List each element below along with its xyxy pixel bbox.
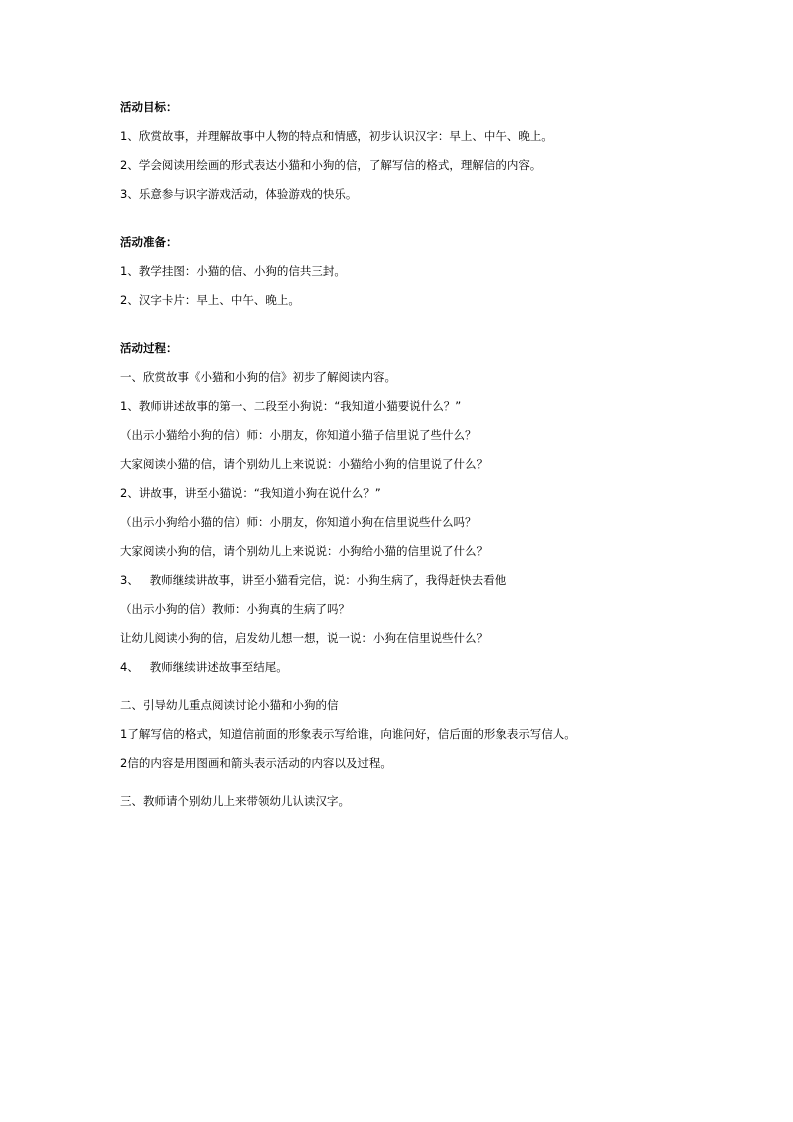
process-step: 二、引导幼儿重点阅读讨论小猫和小狗的信	[120, 698, 339, 712]
process-step: 三、教师请个别幼儿上来带领幼儿认读汉字。	[120, 794, 350, 808]
process-step: 2、讲故事，讲至小猫说：“我知道小狗在说什么？”	[120, 486, 381, 500]
process-step: 让幼儿阅读小狗的信，启发幼儿想一想，说一说：小狗在信里说些什么？	[120, 631, 488, 645]
process-step: 1、教师讲述故事的第一、二段至小狗说：“我知道小猫要说什么？”	[120, 399, 462, 413]
goal-item: 3、乐意参与识字游戏活动，体验游戏的快乐。	[120, 187, 358, 201]
process-step: （出示小猫给小狗的信）师：小朋友，你知道小猫子信里说了些什么？	[120, 428, 477, 442]
goals-heading: 活动目标：	[120, 100, 178, 114]
process-step: 4、 教师继续讲述故事至结尾。	[120, 660, 288, 674]
process-step: 1了解写信的格式，知道信前面的形象表示写给谁，向谁问好，信后面的形象表示写信人。	[120, 727, 576, 741]
process-step: 大家阅读小猫的信，请个别幼儿上来说说：小猫给小狗的信里说了什么？	[120, 457, 488, 471]
goal-item: 2、学会阅读用绘画的形式表达小猫和小狗的信，了解写信的格式，理解信的内容。	[120, 158, 542, 172]
process-step: 一、欣赏故事《小猫和小狗的信》初步了解阅读内容。	[120, 370, 396, 384]
document-page	[120, 100, 740, 808]
prep-heading: 活动准备：	[120, 235, 178, 249]
process-heading: 活动过程：	[120, 341, 178, 355]
process-step: 3、 教师继续讲故事，讲至小猫看完信，说：小狗生病了，我得赶快去看他	[120, 573, 507, 587]
process-step: （出示小狗给小猫的信）师：小朋友，你知道小狗在信里说些什么吗？	[120, 515, 477, 529]
goal-item: 1、欣赏故事，并理解故事中人物的特点和情感，初步认识汉字：早上、中午、晚上。	[120, 129, 553, 143]
process-step: 大家阅读小狗的信，请个别幼儿上来说说：小狗给小猫的信里说了什么？	[120, 544, 488, 558]
prep-item: 1、教学挂图：小猫的信、小狗的信共三封。	[120, 264, 346, 278]
prep-item: 2、汉字卡片：早上、中午、晚上。	[120, 293, 300, 307]
process-step: （出示小狗的信）教师：小狗真的生病了吗？	[120, 602, 350, 616]
process-step: 2信的内容是用图画和箭头表示活动的内容以及过程。	[120, 756, 392, 770]
